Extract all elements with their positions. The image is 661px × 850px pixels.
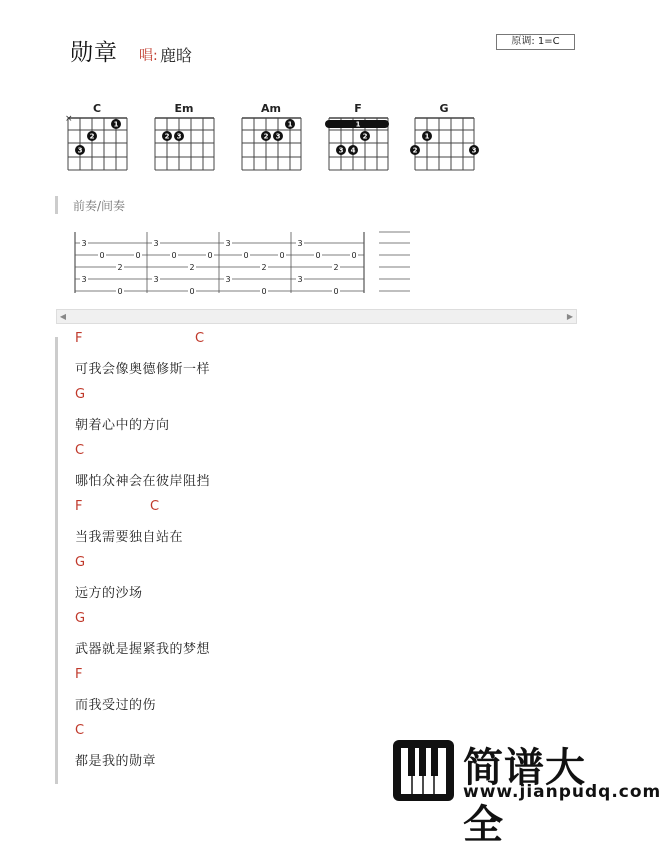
tab-note: 0: [135, 251, 141, 260]
lyric-chord: G: [75, 611, 86, 626]
lyric-chord: C: [150, 499, 160, 514]
svg-text:2: 2: [362, 132, 368, 141]
lyric-line: 武器就是握紧我的梦想: [75, 642, 211, 657]
chord-diagram-em: [153, 102, 215, 174]
tab-note: 0: [99, 251, 105, 260]
svg-text:2: 2: [263, 132, 269, 141]
intro-tab-staff: [74, 231, 414, 295]
lyric-chord: F: [75, 667, 83, 682]
tab-note: 2: [189, 263, 195, 272]
chord-c-fretboard: [66, 116, 128, 174]
svg-text:1: 1: [113, 120, 119, 129]
svg-text:4: 4: [350, 146, 356, 155]
tab-note: 0: [279, 251, 285, 260]
tab-note: 2: [261, 263, 267, 272]
lyric-chord: G: [75, 387, 86, 402]
tab-note: 3: [297, 239, 303, 248]
piano-logo-icon: [393, 740, 454, 801]
lyric-chord: C: [75, 723, 85, 738]
tab-horizontal-scrollbar[interactable]: [56, 309, 577, 324]
tab-note: 0: [171, 251, 177, 260]
tab-note: 3: [153, 275, 159, 284]
tab-note: 0: [117, 287, 123, 296]
section-label: 前奏/间奏: [73, 199, 126, 213]
lyrics-section-marker: [55, 337, 58, 784]
svg-text:3: 3: [275, 132, 281, 141]
singer-name: 鹿晗: [160, 46, 193, 65]
lyric-line: 可我会像奥德修斯一样: [75, 362, 211, 377]
svg-text:2: 2: [164, 132, 170, 141]
lyric-line: 都是我的勋章: [75, 754, 157, 769]
lyric-line: 当我需要独自站在: [75, 530, 184, 545]
chord-name: Em: [174, 102, 194, 115]
svg-text:3: 3: [338, 146, 344, 155]
chord-name: Am: [261, 102, 281, 115]
tab-note: 2: [117, 263, 123, 272]
tab-note: 0: [189, 287, 195, 296]
tab-note: 3: [297, 275, 303, 284]
tab-note: 0: [261, 287, 267, 296]
chord-name: F: [354, 102, 362, 115]
tab-note: 3: [81, 275, 87, 284]
section-marker: [55, 196, 58, 214]
tab-note: 0: [351, 251, 357, 260]
tab-note: 0: [243, 251, 249, 260]
chord-f-fretboard: [327, 116, 389, 174]
lyric-line: 朝着心中的方向: [75, 418, 170, 433]
lyric-line: 哪怕众神会在彼岸阻挡: [75, 474, 211, 489]
lyric-chord: G: [75, 555, 86, 570]
lyric-line: 远方的沙场: [75, 586, 143, 601]
lyric-line: 而我受过的伤: [75, 698, 157, 713]
tab-note: 0: [315, 251, 321, 260]
chord-diagram-g: [413, 102, 475, 174]
chord-g-fretboard: [413, 116, 475, 174]
original-key-badge: 原调: 1=C: [496, 34, 575, 50]
tab-note: 2: [333, 263, 339, 272]
scroll-left-icon[interactable]: ◀: [59, 312, 67, 321]
svg-text:2: 2: [89, 132, 95, 141]
svg-text:3: 3: [176, 132, 182, 141]
scroll-right-icon[interactable]: ▶: [566, 312, 574, 321]
chord-am-fretboard: [240, 116, 302, 174]
tab-note: 3: [153, 239, 159, 248]
singer-label: 唱:: [139, 48, 158, 64]
svg-text:3: 3: [77, 146, 83, 155]
chord-name: C: [92, 102, 102, 115]
chord-diagram-f: [327, 102, 389, 174]
lyric-chord: F: [75, 331, 83, 346]
chord-diagram-am: [240, 102, 302, 174]
watermark-title: 简谱大全: [463, 745, 586, 848]
lyric-chord: C: [75, 443, 85, 458]
svg-text:1: 1: [424, 132, 430, 141]
tab-note: 0: [207, 251, 213, 260]
svg-text:×: ×: [65, 114, 73, 124]
song-title: 勋章: [70, 40, 118, 66]
tab-note: 3: [225, 275, 231, 284]
chord-name: G: [439, 102, 449, 115]
svg-text:2: 2: [412, 146, 418, 155]
lyric-chord: C: [195, 331, 205, 346]
svg-text:3: 3: [471, 146, 477, 155]
svg-text:1: 1: [287, 120, 293, 129]
tab-note: 0: [333, 287, 339, 296]
tab-note: 3: [81, 239, 87, 248]
lyric-chord: F: [75, 499, 83, 514]
watermark-url: www.jianpudq.com: [463, 782, 661, 802]
chord-em-fretboard: [153, 116, 215, 174]
chord-diagram-c: [66, 102, 128, 174]
svg-text:1: 1: [355, 120, 361, 129]
tab-note: 3: [225, 239, 231, 248]
